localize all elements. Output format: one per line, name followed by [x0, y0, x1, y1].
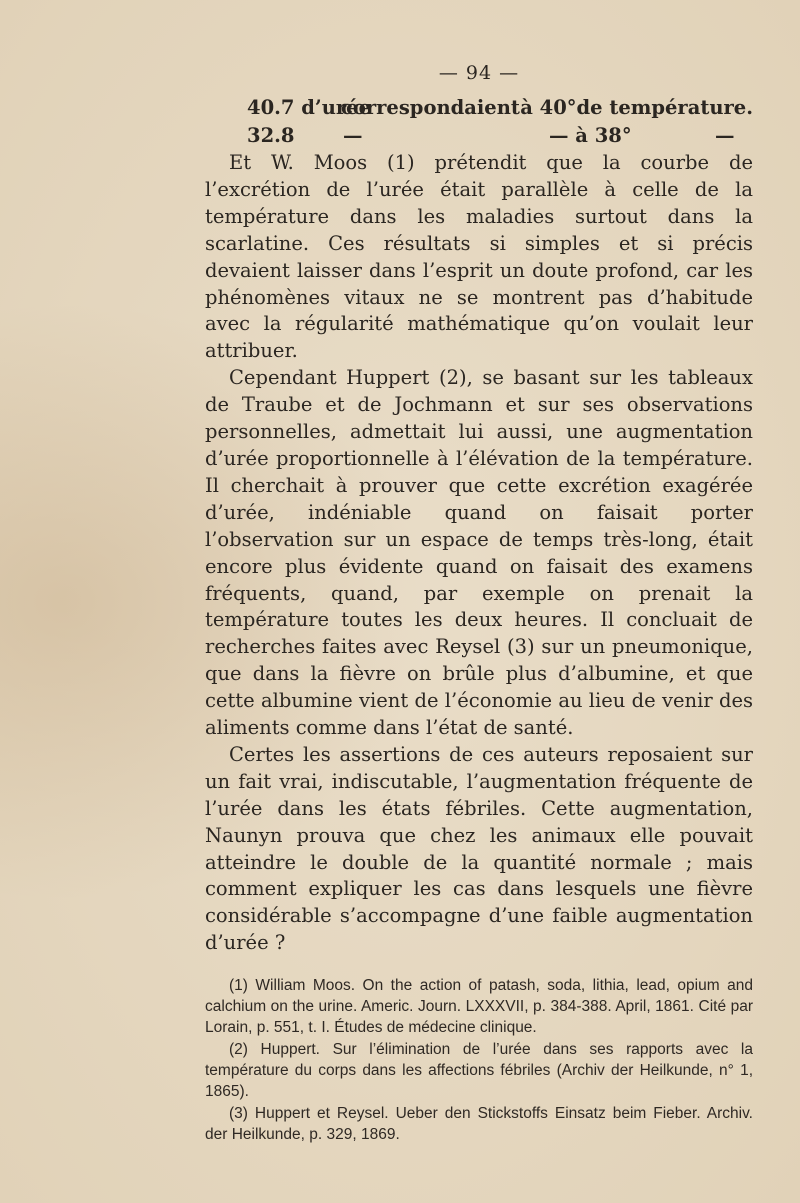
- page-number: — 94 —: [438, 62, 520, 84]
- footnotes: [205, 975, 753, 1145]
- book-page: [205, 62, 753, 1146]
- table-cell: —: [343, 124, 363, 147]
- table-cell: — à 38°: [549, 124, 632, 147]
- footnote: (1) William Moos. On the action of patash, soda, lithia, lead, opium and calchium on the urine. Americ. Journ. LXXXVII, p. 384-388. April, 1861. Cité par Lorain, p. 551, t. I. Études de médecine clinique.: [205, 977, 753, 1037]
- body-text: [205, 150, 753, 957]
- paragraph: Certes les assertions de ces auteurs reposaient sur un fait vrai, indiscutable, l’augmentation fréquente de l’urée dans les états fébriles. Cette augmentation, Naunyn prouva que chez les animaux elle pouvait atteindre le double de la quantité normale ; mais comment expliquer les cas dans lesquels une fièvre considérable s’accompagne d’une faible augmentation d’urée ?: [205, 742, 753, 955]
- table-cell: à 40°: [520, 96, 577, 119]
- footnote: (2) Huppert. Sur l’élimination de l’urée dans ses rapports avec la température du corps dans les affections fébriles (Archiv der Heilkunde, n° 1, 1865).: [205, 1041, 753, 1101]
- table-row: [205, 122, 753, 150]
- table-cell: —: [715, 124, 735, 147]
- table-cell: 40.7 d’urée: [247, 96, 371, 119]
- paragraph: Cependant Huppert (2), se basant sur les tableaux de Traube et de Jochmann et sur ses observations personnelles, admettait lui aussi, une augmentation d’urée proportionnelle à l’élévation de la température. Il cherchait à prouver que cette excrétion exagérée d’urée, indéniable quand on faisait porter l’observation sur un espace de temps très-long, était encore plus évidente quand on faisait des examens fréquents, quand, par exemple on prenait la température toutes les deux heures. Il concluait de recherches faites avec Reysel (3) sur un pneumonique, que dans la fièvre on brûle plus d’albumine, et que cette albumine vient de l’économie au lieu de venir des aliments comme dans l’état de santé.: [205, 366, 753, 740]
- urea-temperature-table: [205, 94, 753, 150]
- table-cell: 32.8: [247, 124, 295, 147]
- paragraph: Et W. Moos (1) prétendit que la courbe de l’excrétion de l’urée était parallèle à celle de la température dans les maladies surtout dans la scarlatine. Ces résultats si simples et si précis devaient laisser dans l’esprit un doute profond, car les phénomènes vitaux ne se montrent pas d’habitude avec la régularité mathématique qu’on voulait leur attribuer.: [205, 151, 753, 363]
- table-row: [205, 94, 753, 122]
- footnote: (3) Huppert et Reysel. Ueber den Stickstoffs Einsatz beim Fieber. Archiv. der Heilkunde, p. 329, 1869.: [205, 1105, 753, 1144]
- table-cell: correspondaient: [341, 96, 520, 119]
- table-cell: de température.: [576, 96, 753, 119]
